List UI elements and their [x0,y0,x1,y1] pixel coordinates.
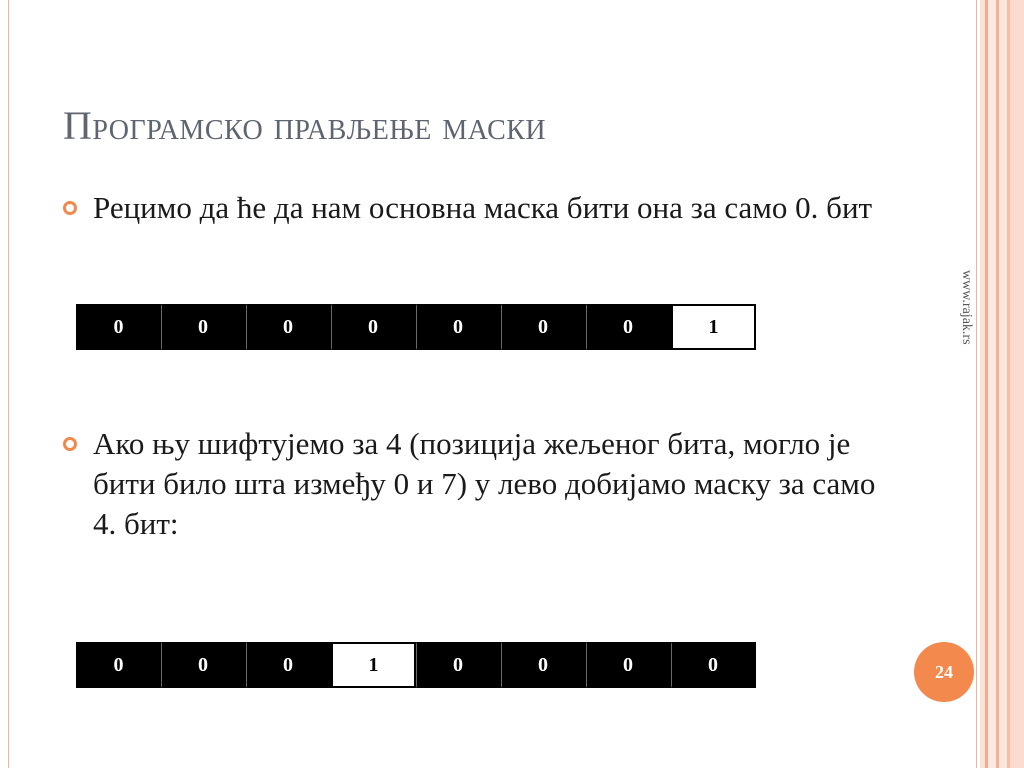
bullet-text-1: Рецимо да ће да нам основна маска бити она за само 0. бит [93,190,873,225]
bit-cell: 0 [161,304,246,350]
bit-cell: 0 [76,304,161,350]
bit-cell: 0 [161,642,246,688]
bit-cell: 0 [331,304,416,350]
right-decorative-stripe [980,0,1024,768]
bullet-text-2: Ако њу шифтујемо за 4 (позиција жељеног бита, могло је бити било шта између 0 и 7) у лево добијамо маску за само 4. бит: [93,426,876,541]
bit-cell: 0 [501,642,586,688]
bit-cell: 0 [671,642,756,688]
bit-cell: 0 [76,642,161,688]
bit-cell: 0 [586,642,671,688]
left-frame-line [8,0,9,768]
bit-mask-shifted [76,642,756,688]
bit-cell: 0 [416,304,501,350]
slide-title: Програмско прављење маски [63,103,547,148]
bit-cell: 0 [416,642,501,688]
page-number-badge: 24 [914,642,974,702]
bit-cell: 0 [246,304,331,350]
bullet-circle-icon [63,201,77,215]
right-frame-line [976,0,977,768]
bit-mask-initial [76,304,756,350]
bit-cell: 0 [586,304,671,350]
watermark-url: www.rajak.rs [959,270,974,345]
bit-cell: 1 [331,642,416,688]
bullet-circle-icon [63,437,77,451]
bit-cell: 0 [246,642,331,688]
bit-cell: 0 [501,304,586,350]
bit-cell: 1 [671,304,756,350]
